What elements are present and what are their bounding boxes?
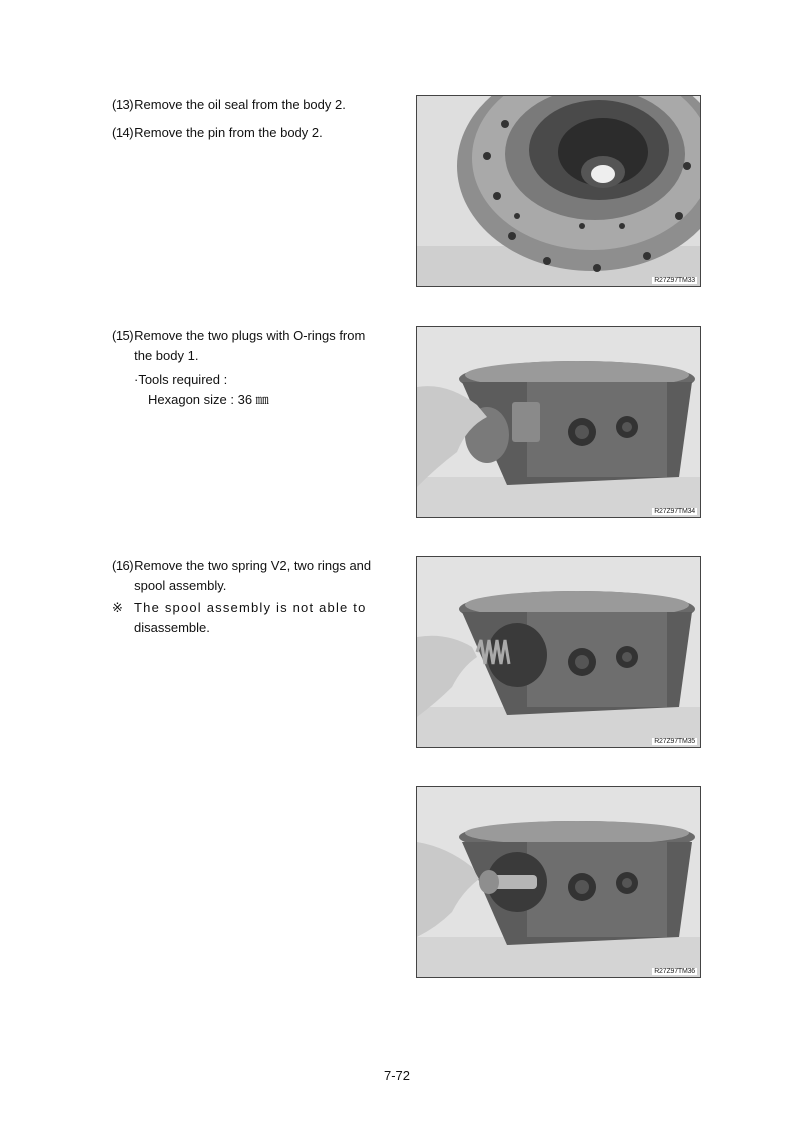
step-number: (16) — [112, 558, 134, 573]
photo-code: R27Z97TM33 — [654, 277, 695, 284]
tools-label: ·Tools required : — [134, 372, 228, 387]
tools-required — [112, 370, 380, 410]
step-text — [134, 326, 380, 366]
spring-image — [417, 557, 700, 747]
step-text — [134, 556, 380, 596]
photo-spring-removal — [416, 556, 701, 748]
photo-plug-removal — [416, 326, 701, 518]
step-16-instruction — [112, 556, 380, 596]
note-text — [134, 598, 380, 638]
step-15-instruction — [112, 326, 380, 366]
step-text-line1: Remove the two spring V2, two rings and — [134, 558, 372, 573]
step-number: (13) — [112, 97, 134, 112]
photo-spool-removal — [416, 786, 701, 978]
spool-image — [417, 787, 700, 977]
step-text-line2: spool assembly. — [134, 578, 227, 593]
note-mark: ※ — [112, 600, 123, 615]
housing-image — [417, 96, 700, 286]
note-line2: disassemble. — [134, 620, 210, 635]
step-13-14 — [112, 95, 380, 143]
photo-code: R27Z97TM36 — [654, 968, 695, 975]
plug-image — [417, 327, 700, 517]
step-text-line1: Remove the two plugs with O-rings from — [134, 328, 366, 343]
photo-body-2-oil-seal — [416, 95, 701, 287]
note — [112, 598, 380, 638]
note-line1: The spool assembly is not able to — [134, 600, 367, 615]
step-number: (14) — [112, 125, 134, 140]
step-16 — [112, 556, 380, 638]
step-15 — [112, 326, 380, 410]
step-text: Remove the oil seal from the body 2. — [134, 97, 346, 112]
step-text: Remove the pin from the body 2. — [134, 125, 323, 140]
step-14 — [112, 123, 380, 143]
step-13 — [112, 95, 380, 115]
tools-value: Hexagon size : 36 ㎜ — [148, 392, 269, 407]
photo-code: R27Z97TM34 — [654, 508, 695, 515]
page-number: 7-72 — [383, 1068, 411, 1083]
photo-code: R27Z97TM35 — [654, 738, 695, 745]
step-text-line2: the body 1. — [134, 348, 199, 363]
step-number: (15) — [112, 328, 134, 343]
